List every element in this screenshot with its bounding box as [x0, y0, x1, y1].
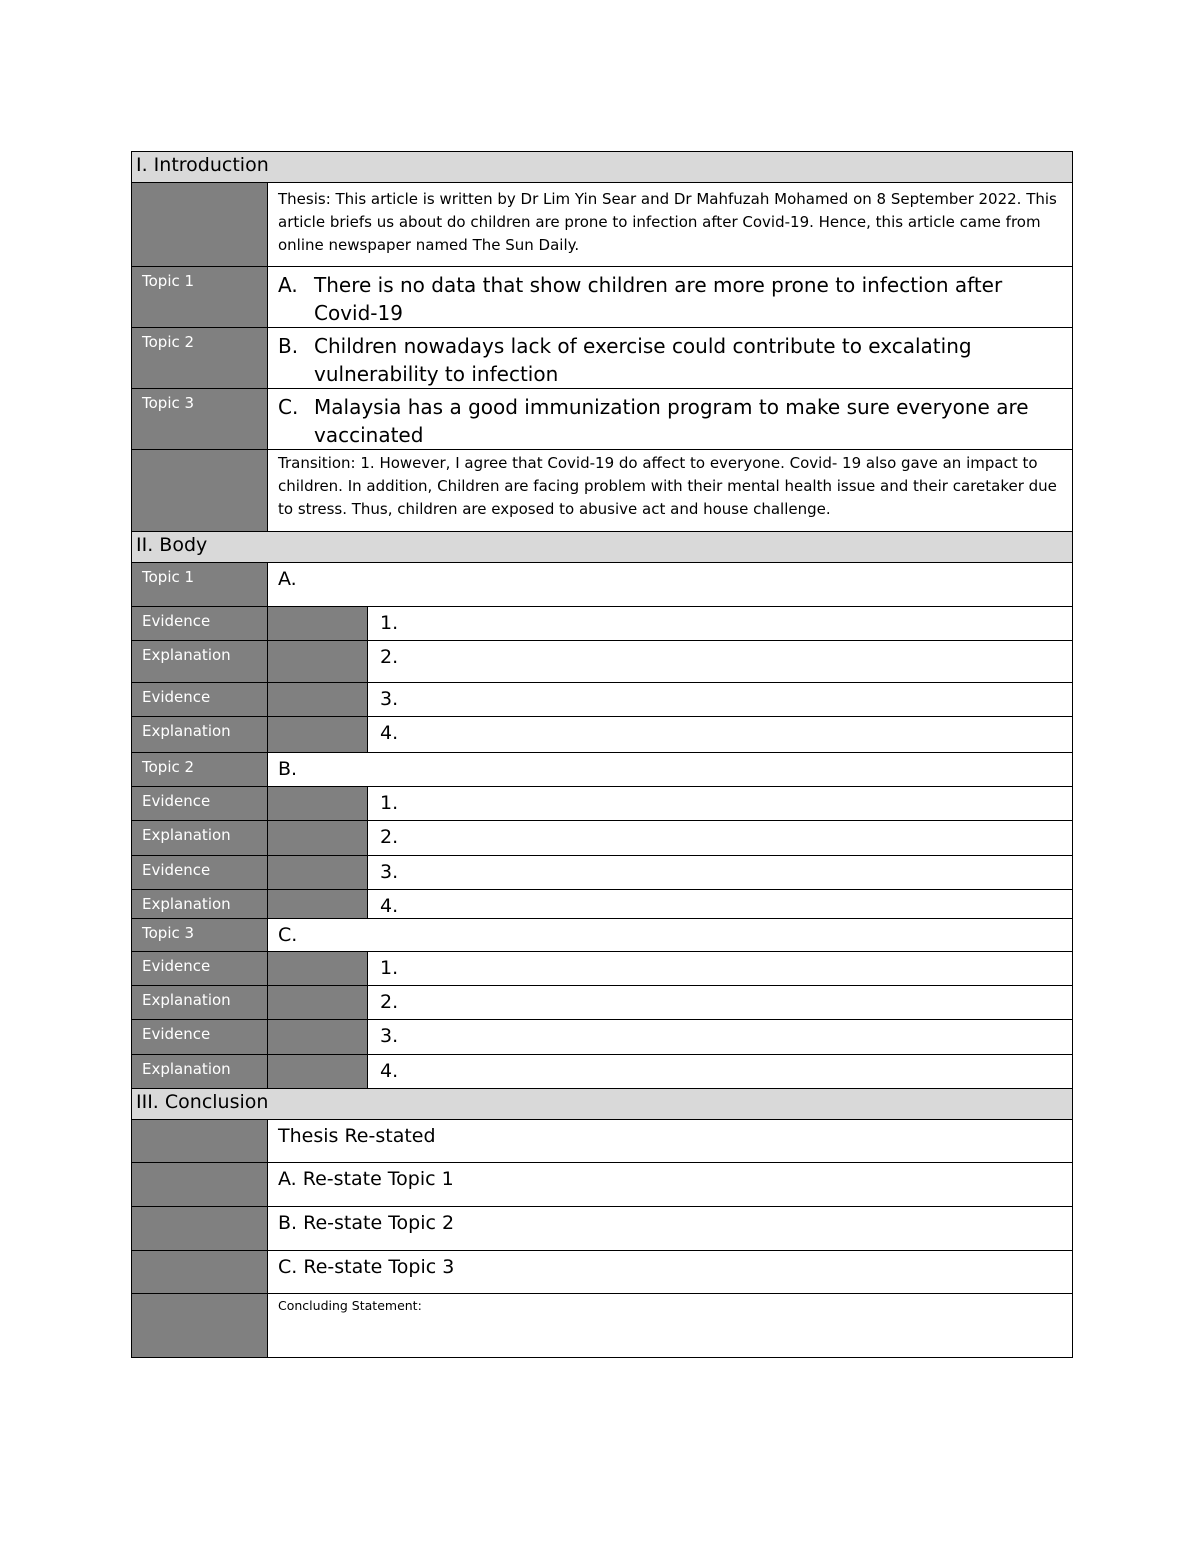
body-topic-letter: A.	[268, 563, 1073, 607]
row-label: Evidence	[132, 683, 268, 717]
concluding-statement: Concluding Statement:	[268, 1294, 1073, 1358]
body-topic-label: Topic 2	[132, 753, 268, 787]
conclusion-item: C. Re-state Topic 3	[268, 1251, 1073, 1294]
row-number: 3.	[368, 1020, 1073, 1055]
row-number: 2.	[368, 821, 1073, 856]
intro-topic-label: Topic 3	[132, 389, 268, 450]
spacer-cell	[268, 1055, 368, 1089]
body-topic-label: Topic 1	[132, 563, 268, 607]
spacer-cell	[268, 787, 368, 821]
row-label: Explanation	[132, 717, 268, 753]
conclusion-label-cell	[132, 1251, 268, 1294]
conclusion-label-cell	[132, 1163, 268, 1207]
row-label: Explanation	[132, 986, 268, 1020]
intro-topic-1: A. There is no data that show children are more prone to infection after Covid-19	[268, 267, 1073, 328]
conclusion-item: Thesis Re-stated	[268, 1120, 1073, 1163]
intro-topic-3: C. Malaysia has a good immunization program to make sure everyone are vaccinated	[268, 389, 1073, 450]
essay-outline-table	[131, 151, 1072, 1358]
intro-topic-label: Topic 1	[132, 267, 268, 328]
conclusion-item: B. Re-state Topic 2	[268, 1207, 1073, 1251]
row-number: 4.	[368, 717, 1073, 753]
spacer-cell	[268, 952, 368, 986]
spacer-cell	[268, 683, 368, 717]
row-label: Explanation	[132, 890, 268, 919]
spacer-cell	[268, 856, 368, 890]
row-number: 2.	[368, 641, 1073, 683]
thesis-label-cell	[132, 183, 268, 267]
row-number: 4.	[368, 890, 1073, 919]
row-number: 1.	[368, 787, 1073, 821]
row-number: 2.	[368, 986, 1073, 1020]
intro-topic-2: B. Children nowadays lack of exercise could contribute to excalating vulnerability to infection	[268, 328, 1073, 389]
body-topic-letter: B.	[268, 753, 1073, 787]
row-label: Explanation	[132, 641, 268, 683]
row-number: 1.	[368, 607, 1073, 641]
spacer-cell	[268, 717, 368, 753]
row-label: Evidence	[132, 607, 268, 641]
row-number: 3.	[368, 856, 1073, 890]
row-label: Explanation	[132, 1055, 268, 1089]
spacer-cell	[268, 890, 368, 919]
spacer-cell	[268, 821, 368, 856]
conclusion-item: A. Re-state Topic 1	[268, 1163, 1073, 1207]
conclusion-label-cell	[132, 1294, 268, 1358]
row-number: 4.	[368, 1055, 1073, 1089]
conclusion-label-cell	[132, 1120, 268, 1163]
body-topic-letter: C.	[268, 919, 1073, 952]
row-label: Evidence	[132, 856, 268, 890]
thesis-text: Thesis: This article is written by Dr Lim Yin Sear and Dr Mahfuzah Mohamed on 8 September 2022. This article briefs us about do children are prone to infection after Covid-19. Hence, this article came from online newspaper named The Sun Daily.	[268, 183, 1073, 267]
row-number: 3.	[368, 683, 1073, 717]
spacer-cell	[268, 986, 368, 1020]
transition-label-cell	[132, 450, 268, 532]
body-heading: II. Body	[132, 532, 1073, 563]
introduction-heading: I. Introduction	[132, 152, 1073, 183]
row-label: Explanation	[132, 821, 268, 856]
row-label: Evidence	[132, 1020, 268, 1055]
row-label: Evidence	[132, 787, 268, 821]
row-label: Evidence	[132, 952, 268, 986]
spacer-cell	[268, 607, 368, 641]
conclusion-label-cell	[132, 1207, 268, 1251]
intro-topic-label: Topic 2	[132, 328, 268, 389]
body-topic-label: Topic 3	[132, 919, 268, 952]
conclusion-heading: III. Conclusion	[132, 1089, 1073, 1120]
spacer-cell	[268, 1020, 368, 1055]
spacer-cell	[268, 641, 368, 683]
transition-text: Transition: 1. However, I agree that Covid-19 do affect to everyone. Covid- 19 also gave an impact to children. In addition, Children are facing problem with their mental health issue and their caretaker due to stress. Thus, children are exposed to abusive act and house challenge.	[268, 450, 1073, 532]
row-number: 1.	[368, 952, 1073, 986]
